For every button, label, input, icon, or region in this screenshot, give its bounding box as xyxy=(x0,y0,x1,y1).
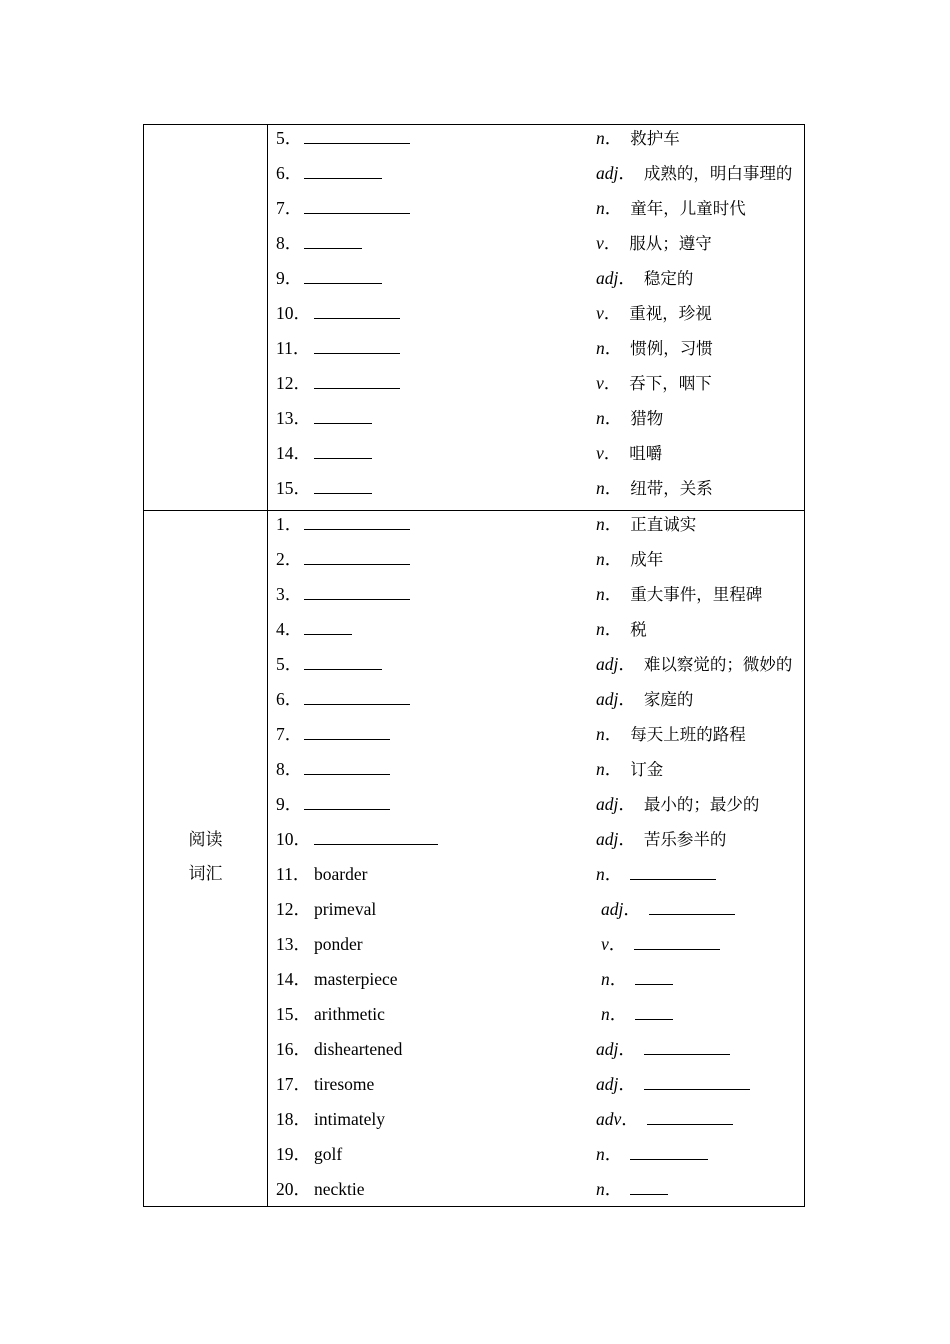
row-number: 9． xyxy=(276,794,303,814)
answer-blank[interactable] xyxy=(630,878,716,880)
row-number: 12． xyxy=(276,373,311,393)
row-number: 16． xyxy=(276,1039,311,1059)
row-number: 6． xyxy=(276,689,303,709)
section-label-line: 词汇 xyxy=(188,864,223,884)
row-number: 11． xyxy=(276,864,311,884)
row-number: 15． xyxy=(276,478,311,498)
section-label xyxy=(144,823,267,891)
meaning: 童年，儿童时代 xyxy=(630,199,746,218)
meaning: 最小的；最少的 xyxy=(643,795,760,814)
meaning: 每天上班的路程 xyxy=(630,725,746,744)
vocab-row: 5． n． 救护车 xyxy=(268,125,805,160)
part-of-speech: v xyxy=(596,443,604,463)
part-of-speech: n xyxy=(596,408,605,428)
section-label-line: 阅读 xyxy=(188,830,223,850)
meaning: 猎物 xyxy=(630,409,664,428)
answer-blank[interactable] xyxy=(304,282,382,284)
answer-blank[interactable] xyxy=(635,983,673,985)
row-number: 8． xyxy=(276,759,303,779)
part-of-speech: adj xyxy=(596,1039,619,1059)
vocab-row: 15． n． 纽带，关系 xyxy=(268,475,805,510)
row-number: 7． xyxy=(276,724,303,744)
meaning: 正直诚实 xyxy=(630,515,697,534)
vocab-row: 11． n． 惯例，习惯 xyxy=(268,335,805,370)
english-word: ponder xyxy=(314,934,363,954)
part-of-speech: adj xyxy=(601,899,624,919)
meaning: 苦乐参半的 xyxy=(643,830,727,849)
answer-blank[interactable] xyxy=(304,563,410,565)
english-word: masterpiece xyxy=(314,969,398,989)
vocab-row: 14． masterpiece n． xyxy=(268,966,805,1001)
answer-blank[interactable] xyxy=(304,247,362,249)
meaning: 咀嚼 xyxy=(629,444,663,463)
meaning: 吞下，咽下 xyxy=(629,374,712,393)
row-number: 19． xyxy=(276,1144,311,1164)
part-of-speech: n xyxy=(596,724,605,744)
answer-blank[interactable] xyxy=(304,177,382,179)
part-of-speech: n xyxy=(596,619,605,639)
answer-blank[interactable] xyxy=(314,422,372,424)
vocab-row: 12． primeval adj． xyxy=(268,896,805,931)
answer-blank[interactable] xyxy=(304,212,410,214)
row-number: 3． xyxy=(276,584,303,604)
vocab-row: 19． golf n． xyxy=(268,1141,805,1176)
vocab-row: 13． ponder v． xyxy=(268,931,805,966)
row-number: 10． xyxy=(276,829,311,849)
section1-rows xyxy=(268,125,805,510)
english-word: disheartened xyxy=(314,1039,403,1059)
row-number: 6． xyxy=(276,163,303,183)
part-of-speech: adj xyxy=(596,163,619,183)
part-of-speech: adj xyxy=(596,829,619,849)
vocab-row: 7． n． 童年，儿童时代 xyxy=(268,195,805,230)
meaning: 惯例，习惯 xyxy=(630,339,713,358)
part-of-speech: adj xyxy=(596,1074,619,1094)
answer-blank[interactable] xyxy=(649,913,735,915)
english-word: boarder xyxy=(314,864,368,884)
answer-blank[interactable] xyxy=(304,598,410,600)
part-of-speech: n xyxy=(596,584,605,604)
part-of-speech: n xyxy=(596,338,605,358)
part-of-speech: v xyxy=(596,233,604,253)
meaning: 家庭的 xyxy=(643,690,694,709)
vocab-row: 6． adj． 成熟的，明白事理的 xyxy=(268,160,805,195)
row-number: 5． xyxy=(276,654,303,674)
section2-rows xyxy=(268,511,805,1211)
answer-blank[interactable] xyxy=(314,457,372,459)
part-of-speech: n xyxy=(596,864,605,884)
answer-blank[interactable] xyxy=(630,1193,668,1195)
row-number: 11． xyxy=(276,338,311,358)
row-number: 13． xyxy=(276,934,311,954)
part-of-speech: v xyxy=(596,373,604,393)
row-number: 18． xyxy=(276,1109,311,1129)
answer-blank[interactable] xyxy=(644,1053,730,1055)
answer-blank[interactable] xyxy=(647,1123,733,1125)
part-of-speech: v xyxy=(596,303,604,323)
vocab-row: 14． v． 咀嚼 xyxy=(268,440,805,475)
part-of-speech: n xyxy=(596,514,605,534)
vocab-row: 20． necktie n． xyxy=(268,1176,805,1211)
answer-blank[interactable] xyxy=(304,528,410,530)
row-number: 7． xyxy=(276,198,303,218)
vocab-row: 8． v． 服从；遵守 xyxy=(268,230,805,265)
english-word: necktie xyxy=(314,1179,365,1199)
vocab-row: 5． adj． 难以察觉的；微妙的 xyxy=(268,651,805,686)
row-number: 15． xyxy=(276,1004,311,1024)
answer-blank[interactable] xyxy=(304,738,390,740)
part-of-speech: n xyxy=(596,478,605,498)
vocab-row: 8． n． 订金 xyxy=(268,756,805,791)
vocab-row: 7． n． 每天上班的路程 xyxy=(268,721,805,756)
meaning: 稳定的 xyxy=(643,269,694,288)
vocab-row: 10． adj． 苦乐参半的 xyxy=(268,826,805,861)
part-of-speech: adj xyxy=(596,268,619,288)
english-word: primeval xyxy=(314,899,377,919)
english-word: intimately xyxy=(314,1109,385,1129)
meaning: 纽带，关系 xyxy=(630,479,713,498)
part-of-speech: n xyxy=(601,969,610,989)
vocab-row: 18． intimately adv． xyxy=(268,1106,805,1141)
answer-blank[interactable] xyxy=(304,668,382,670)
part-of-speech: v xyxy=(601,934,609,954)
row-number: 2． xyxy=(276,549,303,569)
part-of-speech: n xyxy=(596,1179,605,1199)
vocab-row: 11． boarder n． xyxy=(268,861,805,896)
vocab-row: 13． n． 猎物 xyxy=(268,405,805,440)
answer-blank[interactable] xyxy=(304,773,390,775)
vocab-row: 10． v． 重视，珍视 xyxy=(268,300,805,335)
part-of-speech: n xyxy=(596,198,605,218)
vocab-row: 9． adj． 最小的；最少的 xyxy=(268,791,805,826)
row-number: 9． xyxy=(276,268,303,288)
vocab-row: 16． disheartened adj． xyxy=(268,1036,805,1071)
meaning: 救护车 xyxy=(630,129,680,148)
meaning: 服从；遵守 xyxy=(629,234,712,253)
row-number: 14． xyxy=(276,969,311,989)
answer-blank[interactable] xyxy=(314,843,438,845)
row-number: 8． xyxy=(276,233,303,253)
part-of-speech: n xyxy=(596,128,605,148)
row-number: 17． xyxy=(276,1074,311,1094)
part-of-speech: adj xyxy=(596,654,619,674)
vocab-row: 1． n． 正直诚实 xyxy=(268,511,805,546)
part-of-speech: n xyxy=(596,1144,605,1164)
answer-blank[interactable] xyxy=(304,703,410,705)
answer-blank[interactable] xyxy=(304,633,352,635)
answer-blank[interactable] xyxy=(644,1088,750,1090)
answer-blank[interactable] xyxy=(314,317,400,319)
part-of-speech: n xyxy=(601,1004,610,1024)
row-number: 20． xyxy=(276,1179,311,1199)
part-of-speech: adj xyxy=(596,794,619,814)
meaning: 难以察觉的；微妙的 xyxy=(643,655,793,674)
meaning: 重大事件，里程碑 xyxy=(630,585,763,604)
row-number: 14． xyxy=(276,443,311,463)
vocabulary-table xyxy=(143,124,805,1207)
vocab-row: 15． arithmetic n． xyxy=(268,1001,805,1036)
row-number: 5． xyxy=(276,128,303,148)
vocab-row: 2． n． 成年 xyxy=(268,546,805,581)
english-word: arithmetic xyxy=(314,1004,385,1024)
answer-blank[interactable] xyxy=(314,352,400,354)
answer-blank[interactable] xyxy=(314,387,400,389)
meaning: 订金 xyxy=(630,760,664,779)
vocab-row: 6． adj． 家庭的 xyxy=(268,686,805,721)
answer-blank[interactable] xyxy=(314,492,372,494)
english-word: golf xyxy=(314,1144,343,1164)
row-number: 4． xyxy=(276,619,303,639)
meaning: 成年 xyxy=(630,550,664,569)
answer-blank[interactable] xyxy=(304,142,410,144)
row-number: 13． xyxy=(276,408,311,428)
vocab-row: 12． v． 吞下，咽下 xyxy=(268,370,805,405)
row-number: 12． xyxy=(276,899,311,919)
meaning: 税 xyxy=(630,620,647,639)
answer-blank[interactable] xyxy=(630,1158,708,1160)
answer-blank[interactable] xyxy=(634,948,720,950)
vocab-row: 4． n． 税 xyxy=(268,616,805,651)
answer-blank[interactable] xyxy=(635,1018,673,1020)
answer-blank[interactable] xyxy=(304,808,390,810)
part-of-speech: adj xyxy=(596,689,619,709)
part-of-speech: adv xyxy=(596,1109,622,1129)
meaning: 成熟的，明白事理的 xyxy=(643,164,793,183)
row-number: 10． xyxy=(276,303,311,323)
meaning: 重视，珍视 xyxy=(629,304,712,323)
vocab-row: 3． n． 重大事件，里程碑 xyxy=(268,581,805,616)
part-of-speech: n xyxy=(596,549,605,569)
vocab-row: 9． adj． 稳定的 xyxy=(268,265,805,300)
vocab-row: 17． tiresome adj． xyxy=(268,1071,805,1106)
part-of-speech: n xyxy=(596,759,605,779)
row-number: 1． xyxy=(276,514,303,534)
english-word: tiresome xyxy=(314,1074,375,1094)
